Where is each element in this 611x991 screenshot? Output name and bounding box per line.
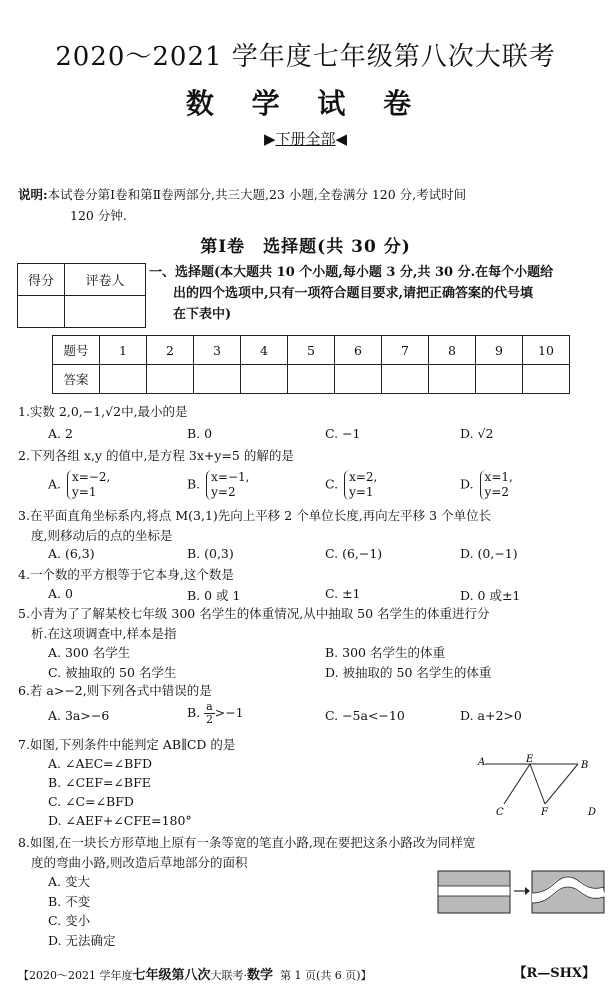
q3-option-a: A. (6,3) [48, 546, 95, 561]
q2-option-a: A. x=−2, y=1 [48, 470, 111, 499]
score-header: 得分 [18, 264, 65, 296]
parallel-lines-figure [470, 752, 605, 822]
question-number: 9 [476, 336, 523, 365]
q2-option-b: B. x=−1, y=2 [187, 470, 250, 499]
triangle-right-icon: ▶ [263, 130, 276, 148]
grader-cell[interactable] [65, 296, 146, 328]
q6-option-c: C. −5a<−10 [325, 708, 405, 723]
exam-title: 2020～2021 学年度七年级第八次大联考 [55, 42, 556, 72]
answer-cell[interactable] [288, 365, 335, 394]
note-line-1: 本试卷分第Ⅰ卷和第Ⅱ卷两部分,共三大题,23 小题,全卷满分 120 分,考试时间 [47, 187, 467, 202]
range-label [0, 128, 611, 149]
answer-header: 答案 [53, 365, 100, 394]
q4-option-a: A. 0 [48, 586, 73, 601]
equation-system: x=1, y=2 [480, 470, 513, 500]
answer-cell[interactable] [241, 365, 288, 394]
section-instructions [149, 262, 604, 325]
question-number: 6 [335, 336, 382, 365]
q7-option-a: A. ∠AEC=∠BFD [48, 756, 152, 771]
fraction: $\frac{a}{2}$ [205, 700, 213, 726]
question-2-stem: 2.下列各组 x,y 的值中,是方程 3x+y=5 的解的是 [18, 448, 294, 463]
q7-option-c: C. ∠C=∠BFD [48, 794, 134, 809]
q5-option-a: A. 300 名学生 [48, 645, 131, 660]
q4-option-c: C. ±1 [325, 586, 361, 601]
q3-option-c: C. (6,−1) [325, 546, 383, 561]
question-number: 5 [288, 336, 335, 365]
question-3-stem: 3.在平面直角坐标系内,将点 M(3,1)先向上平移 2 个单位长度,再向左平移 3 个单位长 度,则移动后的点的坐标是 [18, 508, 492, 543]
question-number: 7 [382, 336, 429, 365]
q3-option-b: B. (0,3) [187, 546, 234, 561]
answer-table [52, 335, 570, 394]
q7-option-b: B. ∠CEF=∠BFE [48, 775, 151, 790]
q6-option-a: A. 3a>−6 [48, 708, 110, 723]
equation-system: x=2, y=1 [344, 470, 377, 500]
q6-option-d: D. a+2>0 [460, 708, 522, 723]
q3-option-d: D. (0,−1) [460, 546, 518, 561]
question-number: 8 [429, 336, 476, 365]
q5-option-c: C. 被抽取的 50 名学生 [48, 665, 177, 680]
label-a: A [478, 757, 486, 768]
path-change-figure [437, 870, 605, 914]
label-c: C [496, 807, 504, 818]
q6-option-b: B. $\frac{a}{2}>-1$ [187, 700, 244, 726]
range-text: 下册全部 [275, 130, 336, 148]
instr-line-2: 出的四个选项中,只有一项符合题目要求,请把正确答案的代号填 [173, 286, 534, 301]
q2-option-c: C. x=2, y=1 [325, 470, 378, 499]
subject-title: 数 学 试 卷 [185, 87, 426, 120]
answer-cell[interactable] [335, 365, 382, 394]
equation-system: x=−2, y=1 [67, 470, 110, 500]
paper-code: 【R—SHX】 [513, 966, 595, 981]
section-title: 第Ⅰ卷 选择题(共 30 分) [200, 237, 411, 257]
q8-option-c: C. 变小 [48, 913, 91, 928]
q8-option-b: B. 不变 [48, 894, 91, 909]
triangle-left-icon: ◀ [335, 130, 348, 148]
q7-option-d: D. ∠AEF+∠CFE=180° [48, 813, 192, 828]
question-8-stem: 8.如图,在一块长方形草地上原有一条等宽的笔直小路,现在要把这条小路改为同样宽 度的弯曲小路,则改造后草地部分的面积 [18, 835, 476, 870]
equation-system: x=−1, y=2 [206, 470, 249, 500]
answer-cell[interactable] [523, 365, 570, 394]
q1-option-b: B. 0 [187, 426, 213, 441]
instr-line-3: 在下表中) [173, 307, 232, 322]
label-d: D [588, 807, 597, 818]
q8-option-d: D. 无法确定 [48, 933, 116, 948]
label-f: F [541, 807, 548, 818]
label-e: E [526, 754, 534, 765]
grader-header: 评卷人 [65, 264, 146, 296]
q1-option-d: D. √2 [460, 426, 494, 441]
q4-option-d: D. 0 或±1 [460, 588, 521, 603]
q1-option-a: A. 2 [48, 426, 73, 441]
exam-note [18, 184, 603, 226]
question-number-header: 题号 [53, 336, 100, 365]
grader-table [17, 263, 146, 328]
question-5-stem: 5.小青为了了解某校七年级 300 名学生的体重情况,从中抽取 50 名学生的体重进行分 析.在这项调查中,样本是指 [18, 606, 490, 641]
answer-cell[interactable] [382, 365, 429, 394]
note-label: 说明: [18, 187, 48, 202]
question-number: 1 [100, 336, 147, 365]
page-footer: 【2020～2021 学年度七年级第八次大联考·数学 第 1 页(共 6 页)】 [18, 968, 372, 983]
note-line-2: 120 分钟. [70, 208, 127, 223]
question-number: 4 [241, 336, 288, 365]
q5-option-d: D. 被抽取的 50 名学生的体重 [325, 665, 492, 680]
answer-cell[interactable] [429, 365, 476, 394]
q4-option-b: B. 0 或 1 [187, 588, 241, 603]
score-cell[interactable] [18, 296, 65, 328]
q1-option-c: C. −1 [325, 426, 361, 441]
instr-line-1: 一、选择题(本大题共 10 个小题,每小题 3 分,共 30 分.在每个小题给 [149, 265, 554, 280]
answer-cell[interactable] [194, 365, 241, 394]
question-1-stem: 1.实数 2,0,−1,√2中,最小的是 [18, 404, 188, 419]
answer-cell[interactable] [100, 365, 147, 394]
question-number: 10 [523, 336, 570, 365]
q2-option-d: D. x=1, y=2 [460, 470, 513, 499]
question-4-stem: 4.一个数的平方根等于它本身,这个数是 [18, 567, 234, 582]
question-6-stem: 6.若 a>−2,则下列各式中错误的是 [18, 683, 212, 698]
answer-cell[interactable] [147, 365, 194, 394]
q8-option-a: A. 变大 [48, 874, 90, 889]
answer-cell[interactable] [476, 365, 523, 394]
question-number: 2 [147, 336, 194, 365]
q5-option-b: B. 300 名学生的体重 [325, 645, 445, 660]
question-7-stem: 7.如图,下列条件中能判定 AB∥CD 的是 [18, 737, 236, 752]
question-number: 3 [194, 336, 241, 365]
label-b: B [581, 760, 589, 771]
